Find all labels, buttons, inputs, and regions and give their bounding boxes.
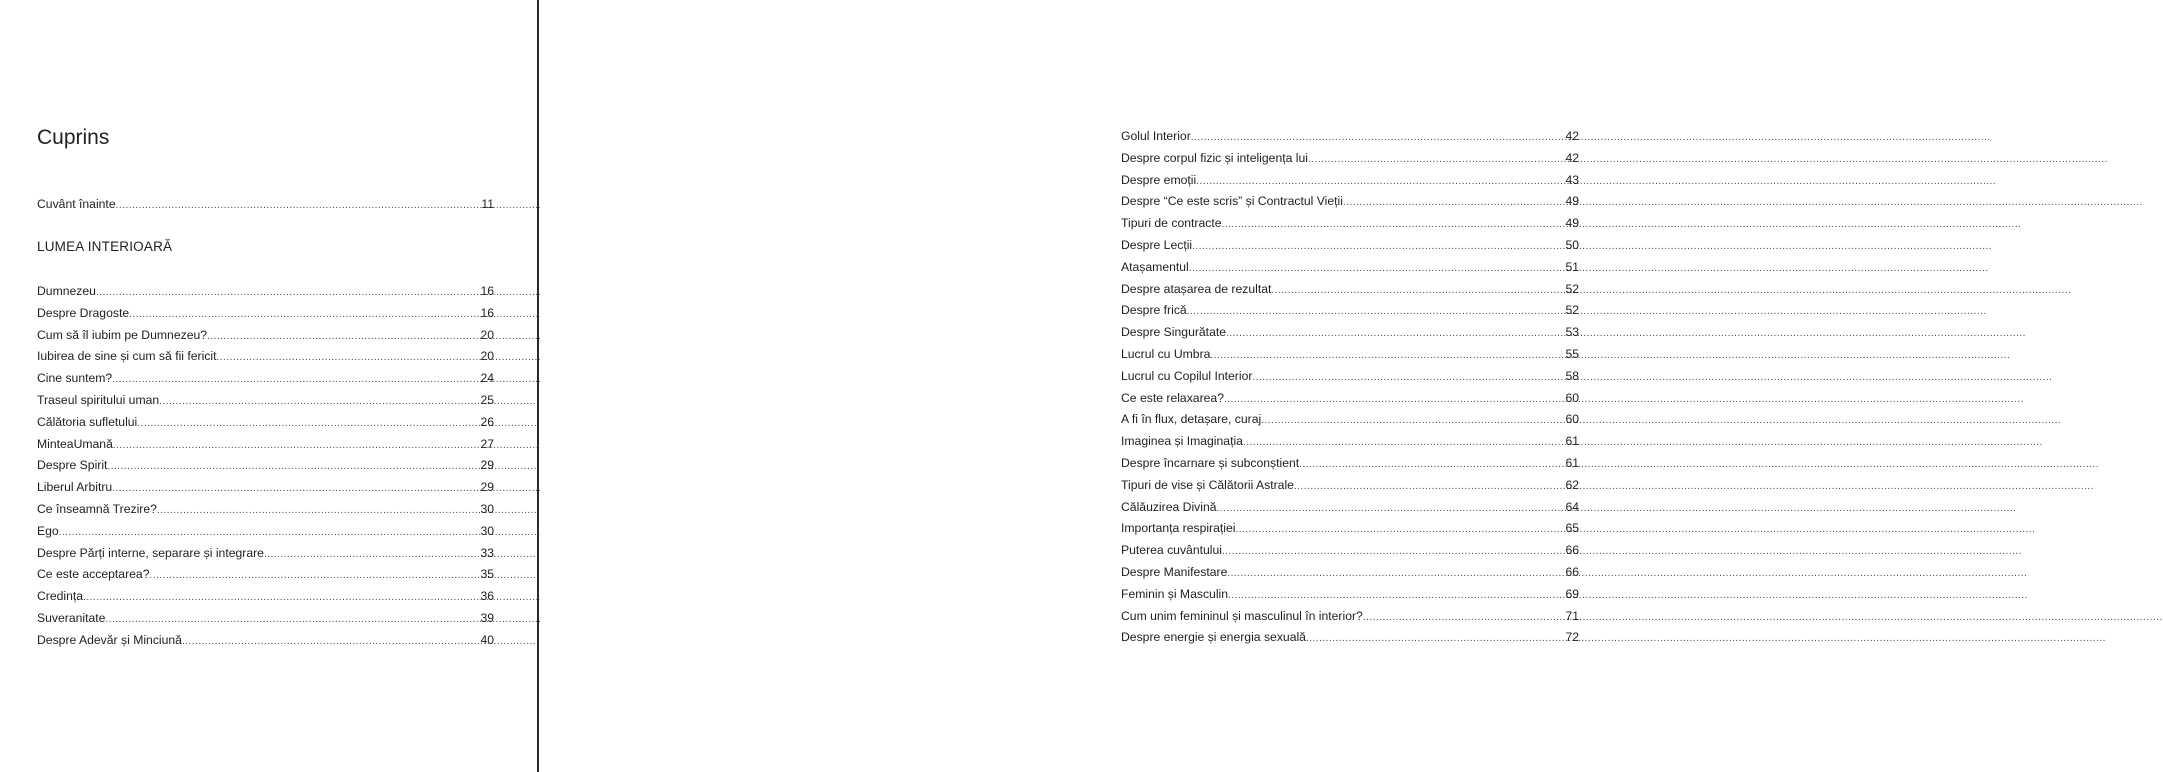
toc-entry (1121, 562, 1579, 584)
toc-entry (1121, 366, 1579, 388)
toc-entry-title: Golul Interior (1121, 129, 1191, 143)
toc-entry-page-number: 52 (1565, 281, 1579, 296)
toc-dot-leader (1252, 367, 1565, 389)
toc-entry (1121, 627, 1579, 649)
toc-dot-leader (1363, 607, 1566, 629)
toc-entry-title: Cum unim femininul și masculinul în interior? (1121, 608, 1363, 623)
toc-entry-title: Despre Lecții (1121, 237, 1193, 252)
toc-dot-leader (264, 544, 481, 566)
toc-entry-page-number: 20 (480, 349, 494, 364)
toc-entry-title: Feminin și Masculin (1121, 586, 1229, 601)
right-page (540, 0, 1579, 772)
toc-entry-page-number: 60 (1565, 390, 1579, 405)
toc-entry (37, 630, 494, 652)
toc-entry (1121, 235, 1579, 257)
toc-entry-page-number: 26 (480, 414, 494, 429)
toc-dot-leader (1308, 149, 1565, 171)
toc-dot-leader (1243, 432, 1565, 454)
toc-dot-leader (1191, 127, 1566, 149)
toc-dot-leader (113, 435, 481, 457)
toc-dot-leader (137, 413, 480, 435)
toc-dot-leader (112, 369, 480, 391)
toc-entry (37, 325, 494, 347)
toc-entry-page-number: 39 (480, 610, 494, 625)
section-heading: LUMEA INTERIOARĂ (37, 239, 173, 254)
toc-dot-leader (1187, 301, 1566, 323)
toc-entry-title: Ce este relaxarea? (1121, 390, 1224, 405)
toc-entry (1121, 518, 1579, 540)
toc-entry-title: Despre frică (1121, 303, 1187, 318)
toc-entry-page-number: 61 (1565, 455, 1579, 470)
toc-entry (1121, 300, 1579, 322)
toc-entry-title: Despre emoții (1121, 172, 1197, 187)
toc-dot-leader (83, 587, 480, 609)
toc-entry-title: Călăuzirea Divină (1121, 499, 1217, 514)
toc-entry-title: Cuvânt înainte (37, 197, 116, 211)
toc-entry-page-number: 24 (480, 371, 494, 386)
toc-entry-title: Dumnezeu (37, 284, 96, 298)
toc-entry-page-number: 65 (1565, 521, 1579, 536)
toc-entry (37, 564, 494, 586)
toc-dot-leader (1226, 323, 1565, 345)
toc-entry (1121, 148, 1579, 170)
toc-entry (1121, 584, 1579, 606)
toc-entry-page-number: 35 (480, 567, 494, 582)
toc-entry-title: Despre Adevăr și Minciună (37, 632, 182, 647)
toc-entry-title: Liberul Arbitru (37, 480, 113, 495)
toc-entry-page-number: 16 (480, 284, 494, 298)
toc-entry (37, 194, 494, 216)
toc-entry-title: Despre corpul fizic și inteligența lui (1121, 150, 1308, 165)
toc-entry (1121, 279, 1579, 301)
toc-entry (1121, 344, 1579, 366)
toc-entry-page-number: 25 (480, 392, 494, 407)
toc-dot-leader (107, 456, 480, 478)
toc-dot-leader (96, 282, 480, 304)
toc-entry (37, 434, 494, 456)
toc-dot-leader (1222, 541, 1565, 563)
toc-entry (1121, 453, 1579, 475)
toc-entry-page-number: 64 (1565, 499, 1579, 514)
toc-dot-leader (1228, 585, 1565, 607)
toc-entry-title: A fi în flux, detașare, curaj (1121, 412, 1262, 427)
toc-dot-leader (182, 631, 480, 653)
toc-dot-leader (1196, 171, 1565, 193)
toc-entry-page-number: 71 (1565, 608, 1579, 623)
toc-entry (37, 281, 494, 303)
toc-entry (1121, 409, 1579, 431)
toc-entry (1121, 322, 1579, 344)
toc-entry-title: Imaginea și Imaginația (1121, 434, 1243, 449)
toc-entry-page-number: 40 (480, 632, 494, 647)
toc-entry (37, 477, 494, 499)
toc-entry (1121, 257, 1579, 279)
toc-entry-title: Cum să îl iubim pe Dumnezeu? (37, 327, 208, 342)
toc-dot-leader (1343, 192, 1566, 214)
toc-entry-page-number: 62 (1565, 477, 1579, 492)
toc-entry-title: MinteaUmană (37, 436, 113, 451)
toc-entry-page-number: 42 (1565, 129, 1579, 143)
toc-entry-title: Călătoria sufletului (37, 414, 138, 429)
left-page (0, 0, 538, 772)
toc-dot-leader (1227, 563, 1565, 585)
toc-entry (37, 521, 494, 543)
toc-entry-title: Despre Spirit (37, 458, 108, 473)
toc-entry (1121, 606, 1579, 628)
toc-dot-leader (217, 347, 481, 369)
toc-entry-title: Traseul spiritului uman (37, 392, 160, 407)
toc-entry-page-number: 42 (1565, 150, 1579, 165)
toc-dot-leader (207, 326, 480, 348)
toc-entry-page-number: 29 (480, 458, 494, 473)
toc-dot-leader (1192, 236, 1565, 258)
toc-entry-title: Tipuri de vise și Călătorii Astrale (1121, 477, 1294, 492)
toc-dot-leader (112, 478, 480, 500)
toc-entry-title: Tipuri de contracte (1121, 216, 1222, 231)
book-spine-divider (537, 0, 539, 772)
toc-entry-page-number: 11 (481, 197, 494, 211)
toc-entry-title: Credința (37, 589, 84, 604)
toc-entry-title: Cine suntem? (37, 371, 113, 386)
toc-entry-title: Ce este acceptarea? (37, 567, 150, 582)
toc-dot-leader (1294, 476, 1565, 498)
toc-entry (1121, 431, 1579, 453)
toc-entry (37, 303, 494, 325)
toc-entry-page-number: 60 (1565, 412, 1579, 427)
toc-entry (37, 368, 494, 390)
toc-entry-page-number: 53 (1565, 325, 1579, 340)
toc-entry-page-number: 61 (1565, 434, 1579, 449)
toc-entry-page-number: 36 (480, 589, 494, 604)
toc-entry-title: Ego (37, 523, 59, 538)
page-title: Cuprins (37, 126, 110, 149)
toc-entry-page-number: 72 (1565, 630, 1579, 645)
toc-dot-leader (159, 391, 480, 413)
toc-entry-page-number: 51 (1565, 259, 1579, 274)
toc-dot-leader (149, 565, 480, 587)
toc-entry-title: Atașamentul (1121, 259, 1189, 274)
toc-entry (1121, 126, 1579, 148)
toc-dot-leader (129, 304, 480, 326)
toc-entry-page-number: 50 (1565, 237, 1579, 252)
toc-entry-page-number: 33 (480, 545, 494, 560)
toc-dot-leader (1221, 214, 1565, 236)
toc-entry-title: Despre Manifestare (1121, 564, 1228, 579)
toc-dot-leader (59, 522, 481, 544)
toc-entry-page-number: 52 (1565, 303, 1579, 318)
toc-entry-page-number: 49 (1565, 194, 1579, 209)
toc-dot-leader (1306, 628, 1565, 650)
toc-entry (37, 390, 494, 412)
toc-dot-leader (105, 609, 480, 631)
toc-entry-page-number: 55 (1565, 346, 1579, 361)
toc-entry-page-number: 66 (1565, 564, 1579, 579)
toc-entry-title: Iubirea de sine și cum să fii fericit (37, 349, 217, 364)
toc-entry-page-number: 49 (1565, 216, 1579, 231)
toc-entry-title: Importanța respirației (1121, 521, 1236, 536)
toc-entry (1121, 497, 1579, 519)
toc-left-list (37, 281, 494, 652)
toc-entry-title: Suveranitate (37, 610, 106, 625)
toc-entry-title: Despre încarnare și subconștient (1121, 455, 1300, 470)
toc-entry-page-number: 29 (480, 480, 494, 495)
toc-right-list (1121, 126, 1579, 649)
toc-dot-leader (1299, 454, 1565, 476)
toc-entry (37, 412, 494, 434)
toc-entry-title: Despre atașarea de rezultat (1121, 281, 1272, 296)
toc-entry-title: Despre “Ce este scris” și Contractul Vieții (1121, 194, 1343, 209)
toc-dot-leader (157, 500, 481, 522)
toc-entry-page-number: 16 (480, 305, 494, 320)
toc-dot-leader (1189, 258, 1566, 280)
toc-entry-title: Lucrul cu Copilul Interior (1121, 368, 1253, 383)
toc-entry-page-number: 20 (480, 327, 494, 342)
toc-entry-page-number: 30 (480, 523, 494, 538)
toc-entry (1121, 191, 1579, 213)
toc-entry (37, 455, 494, 477)
toc-dot-leader (116, 195, 482, 217)
toc-entry (1121, 475, 1579, 497)
toc-entry-title: Puterea cuvântului (1121, 543, 1222, 558)
toc-entry-title: Despre energie și energia sexuală (1121, 630, 1306, 645)
toc-entry (37, 608, 494, 630)
toc-entry (37, 499, 494, 521)
toc-dot-leader (1235, 519, 1565, 541)
toc-entry (37, 346, 494, 368)
toc-entry-title: Ce înseamnă Trezire? (37, 501, 157, 516)
toc-entry (1121, 540, 1579, 562)
toc-entry (1121, 170, 1579, 192)
toc-dot-leader (1224, 389, 1565, 411)
toc-entry-page-number: 69 (1565, 586, 1579, 601)
toc-entry-title: Despre Părți interne, separare și integrare (37, 545, 264, 560)
toc-intro-list (37, 194, 494, 216)
toc-dot-leader (1210, 345, 1565, 367)
toc-dot-leader (1261, 410, 1565, 432)
toc-dot-leader (1217, 498, 1566, 520)
toc-entry (37, 586, 494, 608)
toc-entry-page-number: 66 (1565, 543, 1579, 558)
toc-entry-title: Lucrul cu Umbra (1121, 346, 1211, 361)
toc-entry-page-number: 43 (1565, 172, 1579, 187)
toc-entry (1121, 388, 1579, 410)
toc-dot-leader (1271, 280, 1565, 302)
toc-entry-page-number: 30 (480, 501, 494, 516)
toc-entry-page-number: 27 (480, 436, 494, 451)
toc-entry-title: Despre Dragoste (37, 305, 130, 320)
toc-entry-title: Despre Singurătate (1121, 325, 1227, 340)
toc-entry (37, 543, 494, 565)
toc-entry-page-number: 58 (1565, 368, 1579, 383)
toc-entry (1121, 213, 1579, 235)
